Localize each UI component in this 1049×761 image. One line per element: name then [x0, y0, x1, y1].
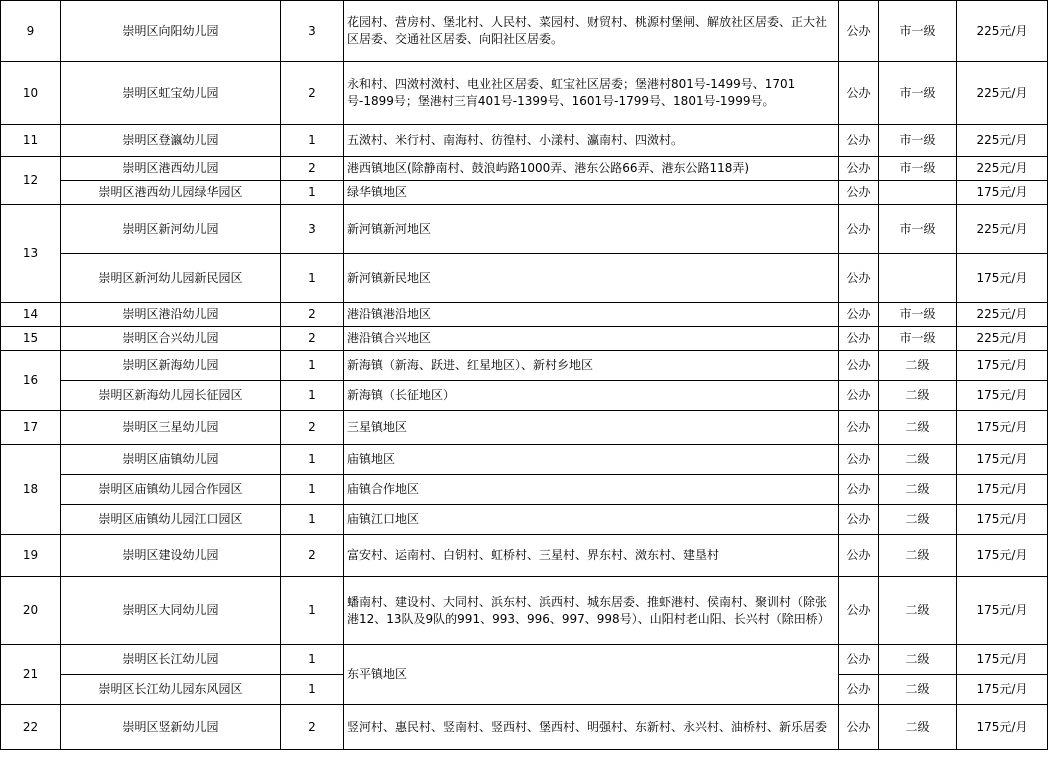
- class-count: 1: [281, 254, 344, 303]
- row-number: 15: [1, 327, 61, 351]
- school-level: 二级: [879, 675, 957, 705]
- row-number: 20: [1, 577, 61, 645]
- school-type: 公办: [839, 181, 879, 205]
- table-row: [1, 535, 1048, 577]
- school-name: 崇明区港西幼儿园绿华园区: [61, 181, 281, 205]
- class-count: 3: [281, 1, 344, 62]
- class-count: 1: [281, 381, 344, 411]
- monthly-fee: 175元/月: [957, 254, 1048, 303]
- monthly-fee: 225元/月: [957, 327, 1048, 351]
- monthly-fee: 175元/月: [957, 645, 1048, 675]
- school-type: 公办: [839, 577, 879, 645]
- class-count: 1: [281, 645, 344, 675]
- school-type: 公办: [839, 1, 879, 62]
- monthly-fee: 175元/月: [957, 705, 1048, 750]
- service-area: 永和村、四滧村滧村、电业社区居委、虹宝社区居委；堡港村801号-1499号、1701号-1899号；堡港村三肓401号-1399号、1601号-1799号、1801号-1999号。: [344, 62, 839, 125]
- school-type: 公办: [839, 205, 879, 254]
- table-row: [1, 505, 1048, 535]
- class-count: 2: [281, 535, 344, 577]
- school-name: 崇明区新河幼儿园: [61, 205, 281, 254]
- school-level: 二级: [879, 351, 957, 381]
- table-row: [1, 62, 1048, 125]
- monthly-fee: 175元/月: [957, 181, 1048, 205]
- monthly-fee: 175元/月: [957, 351, 1048, 381]
- school-level: 市一级: [879, 125, 957, 157]
- service-area: 庙镇合作地区: [344, 475, 839, 505]
- school-name: 崇明区向阳幼儿园: [61, 1, 281, 62]
- service-area: 东平镇地区: [344, 645, 839, 705]
- class-count: 1: [281, 181, 344, 205]
- school-level: 二级: [879, 505, 957, 535]
- school-type: 公办: [839, 327, 879, 351]
- school-level: [879, 181, 957, 205]
- school-level: 市一级: [879, 62, 957, 125]
- monthly-fee: 175元/月: [957, 675, 1048, 705]
- table-row: [1, 445, 1048, 475]
- school-name: 崇明区长江幼儿园东风园区: [61, 675, 281, 705]
- school-type: 公办: [839, 303, 879, 327]
- school-type: 公办: [839, 445, 879, 475]
- class-count: 2: [281, 157, 344, 181]
- school-name: 崇明区新海幼儿园: [61, 351, 281, 381]
- school-name: 崇明区港沿幼儿园: [61, 303, 281, 327]
- service-area: 竖河村、惠民村、竖南村、竖西村、堡西村、明强村、东新村、永兴村、油桥村、新乐居委: [344, 705, 839, 750]
- row-number: 18: [1, 445, 61, 535]
- school-name: 崇明区新河幼儿园新民园区: [61, 254, 281, 303]
- school-name: 崇明区竖新幼儿园: [61, 705, 281, 750]
- school-type: 公办: [839, 675, 879, 705]
- service-area: 绿华镇地区: [344, 181, 839, 205]
- school-type: 公办: [839, 254, 879, 303]
- school-type: 公办: [839, 62, 879, 125]
- school-name: 崇明区新海幼儿园长征园区: [61, 381, 281, 411]
- class-count: 2: [281, 62, 344, 125]
- school-level: [879, 254, 957, 303]
- row-number: 12: [1, 157, 61, 205]
- school-type: 公办: [839, 351, 879, 381]
- row-number: 21: [1, 645, 61, 705]
- service-area: 庙镇江口地区: [344, 505, 839, 535]
- school-name: 崇明区大同幼儿园: [61, 577, 281, 645]
- school-name: 崇明区长江幼儿园: [61, 645, 281, 675]
- school-name: 崇明区建设幼儿园: [61, 535, 281, 577]
- school-level: 二级: [879, 577, 957, 645]
- table-row: [1, 303, 1048, 327]
- monthly-fee: 225元/月: [957, 205, 1048, 254]
- school-type: 公办: [839, 125, 879, 157]
- monthly-fee: 225元/月: [957, 125, 1048, 157]
- class-count: 1: [281, 577, 344, 645]
- class-count: 1: [281, 675, 344, 705]
- school-level: 二级: [879, 381, 957, 411]
- monthly-fee: 225元/月: [957, 1, 1048, 62]
- service-area: 新河镇新河地区: [344, 205, 839, 254]
- service-area: 富安村、运南村、白钥村、虹桥村、三星村、界东村、滧东村、建垦村: [344, 535, 839, 577]
- row-number: 14: [1, 303, 61, 327]
- table-row: [1, 254, 1048, 303]
- monthly-fee: 175元/月: [957, 577, 1048, 645]
- school-level: 市一级: [879, 1, 957, 62]
- table-row: [1, 705, 1048, 750]
- row-number: 13: [1, 205, 61, 303]
- table-row: [1, 157, 1048, 181]
- monthly-fee: 175元/月: [957, 411, 1048, 445]
- class-count: 1: [281, 505, 344, 535]
- table-row: [1, 645, 1048, 675]
- class-count: 3: [281, 205, 344, 254]
- school-type: 公办: [839, 157, 879, 181]
- table-row: [1, 411, 1048, 445]
- school-name: 崇明区港西幼儿园: [61, 157, 281, 181]
- service-area: 港沿镇港沿地区: [344, 303, 839, 327]
- table-row: [1, 125, 1048, 157]
- school-type: 公办: [839, 411, 879, 445]
- service-area: 新海镇（长征地区）: [344, 381, 839, 411]
- row-number: 19: [1, 535, 61, 577]
- school-level: 二级: [879, 645, 957, 675]
- class-count: 2: [281, 705, 344, 750]
- class-count: 2: [281, 327, 344, 351]
- row-number: 22: [1, 705, 61, 750]
- school-name: 崇明区虹宝幼儿园: [61, 62, 281, 125]
- class-count: 1: [281, 475, 344, 505]
- row-number: 10: [1, 62, 61, 125]
- monthly-fee: 175元/月: [957, 445, 1048, 475]
- school-level: 市一级: [879, 157, 957, 181]
- class-count: 1: [281, 125, 344, 157]
- service-area: 五滧村、米行村、南海村、彷徨村、小漾村、瀛南村、四滧村。: [344, 125, 839, 157]
- school-level: 市一级: [879, 327, 957, 351]
- school-name: 崇明区三星幼儿园: [61, 411, 281, 445]
- monthly-fee: 225元/月: [957, 303, 1048, 327]
- row-number: 17: [1, 411, 61, 445]
- row-number: 11: [1, 125, 61, 157]
- school-type: 公办: [839, 705, 879, 750]
- table-row: [1, 205, 1048, 254]
- monthly-fee: 175元/月: [957, 505, 1048, 535]
- class-count: 1: [281, 351, 344, 381]
- school-type: 公办: [839, 475, 879, 505]
- school-type: 公办: [839, 381, 879, 411]
- monthly-fee: 225元/月: [957, 157, 1048, 181]
- school-name: 崇明区登瀛幼儿园: [61, 125, 281, 157]
- class-count: 2: [281, 411, 344, 445]
- table-row: [1, 475, 1048, 505]
- school-type: 公办: [839, 535, 879, 577]
- service-area: 花园村、营房村、堡北村、人民村、菜园村、财贸村、桃源村堡闸、解放社区居委、正大社区居委、交通社区居委、向阳社区居委。: [344, 1, 839, 62]
- service-area: 港沿镇合兴地区: [344, 327, 839, 351]
- table-row: [1, 577, 1048, 645]
- school-type: 公办: [839, 645, 879, 675]
- school-level: 二级: [879, 535, 957, 577]
- class-count: 1: [281, 445, 344, 475]
- school-level: 市一级: [879, 303, 957, 327]
- school-level: 二级: [879, 445, 957, 475]
- school-level: 二级: [879, 475, 957, 505]
- school-name: 崇明区庙镇幼儿园: [61, 445, 281, 475]
- school-level: 二级: [879, 411, 957, 445]
- monthly-fee: 175元/月: [957, 381, 1048, 411]
- service-area: 三星镇地区: [344, 411, 839, 445]
- service-area: 新河镇新民地区: [344, 254, 839, 303]
- school-level: 市一级: [879, 205, 957, 254]
- monthly-fee: 225元/月: [957, 62, 1048, 125]
- row-number: 16: [1, 351, 61, 411]
- service-area: 庙镇地区: [344, 445, 839, 475]
- school-level: 二级: [879, 705, 957, 750]
- monthly-fee: 175元/月: [957, 535, 1048, 577]
- table-row: [1, 351, 1048, 381]
- table-row: [1, 1, 1048, 62]
- service-area: 港西镇地区(除静南村、鼓浪屿路1000弄、港东公路66弄、港东公路118弄): [344, 157, 839, 181]
- table-row: [1, 381, 1048, 411]
- table-row: [1, 181, 1048, 205]
- service-area: 新海镇（新海、跃进、红星地区）、新村乡地区: [344, 351, 839, 381]
- class-count: 2: [281, 303, 344, 327]
- monthly-fee: 175元/月: [957, 475, 1048, 505]
- service-area: 蟠南村、建设村、大同村、浜东村、浜西村、城东居委、推虾港村、侯南村、聚训村（除张港12、13队及9队的991、993、996、997、998号）、山阳村老山阳、长兴村（除田桥）: [344, 577, 839, 645]
- school-type: 公办: [839, 505, 879, 535]
- row-number: 9: [1, 1, 61, 62]
- school-name: 崇明区庙镇幼儿园合作园区: [61, 475, 281, 505]
- school-name: 崇明区合兴幼儿园: [61, 327, 281, 351]
- table-row: [1, 327, 1048, 351]
- school-name: 崇明区庙镇幼儿园江口园区: [61, 505, 281, 535]
